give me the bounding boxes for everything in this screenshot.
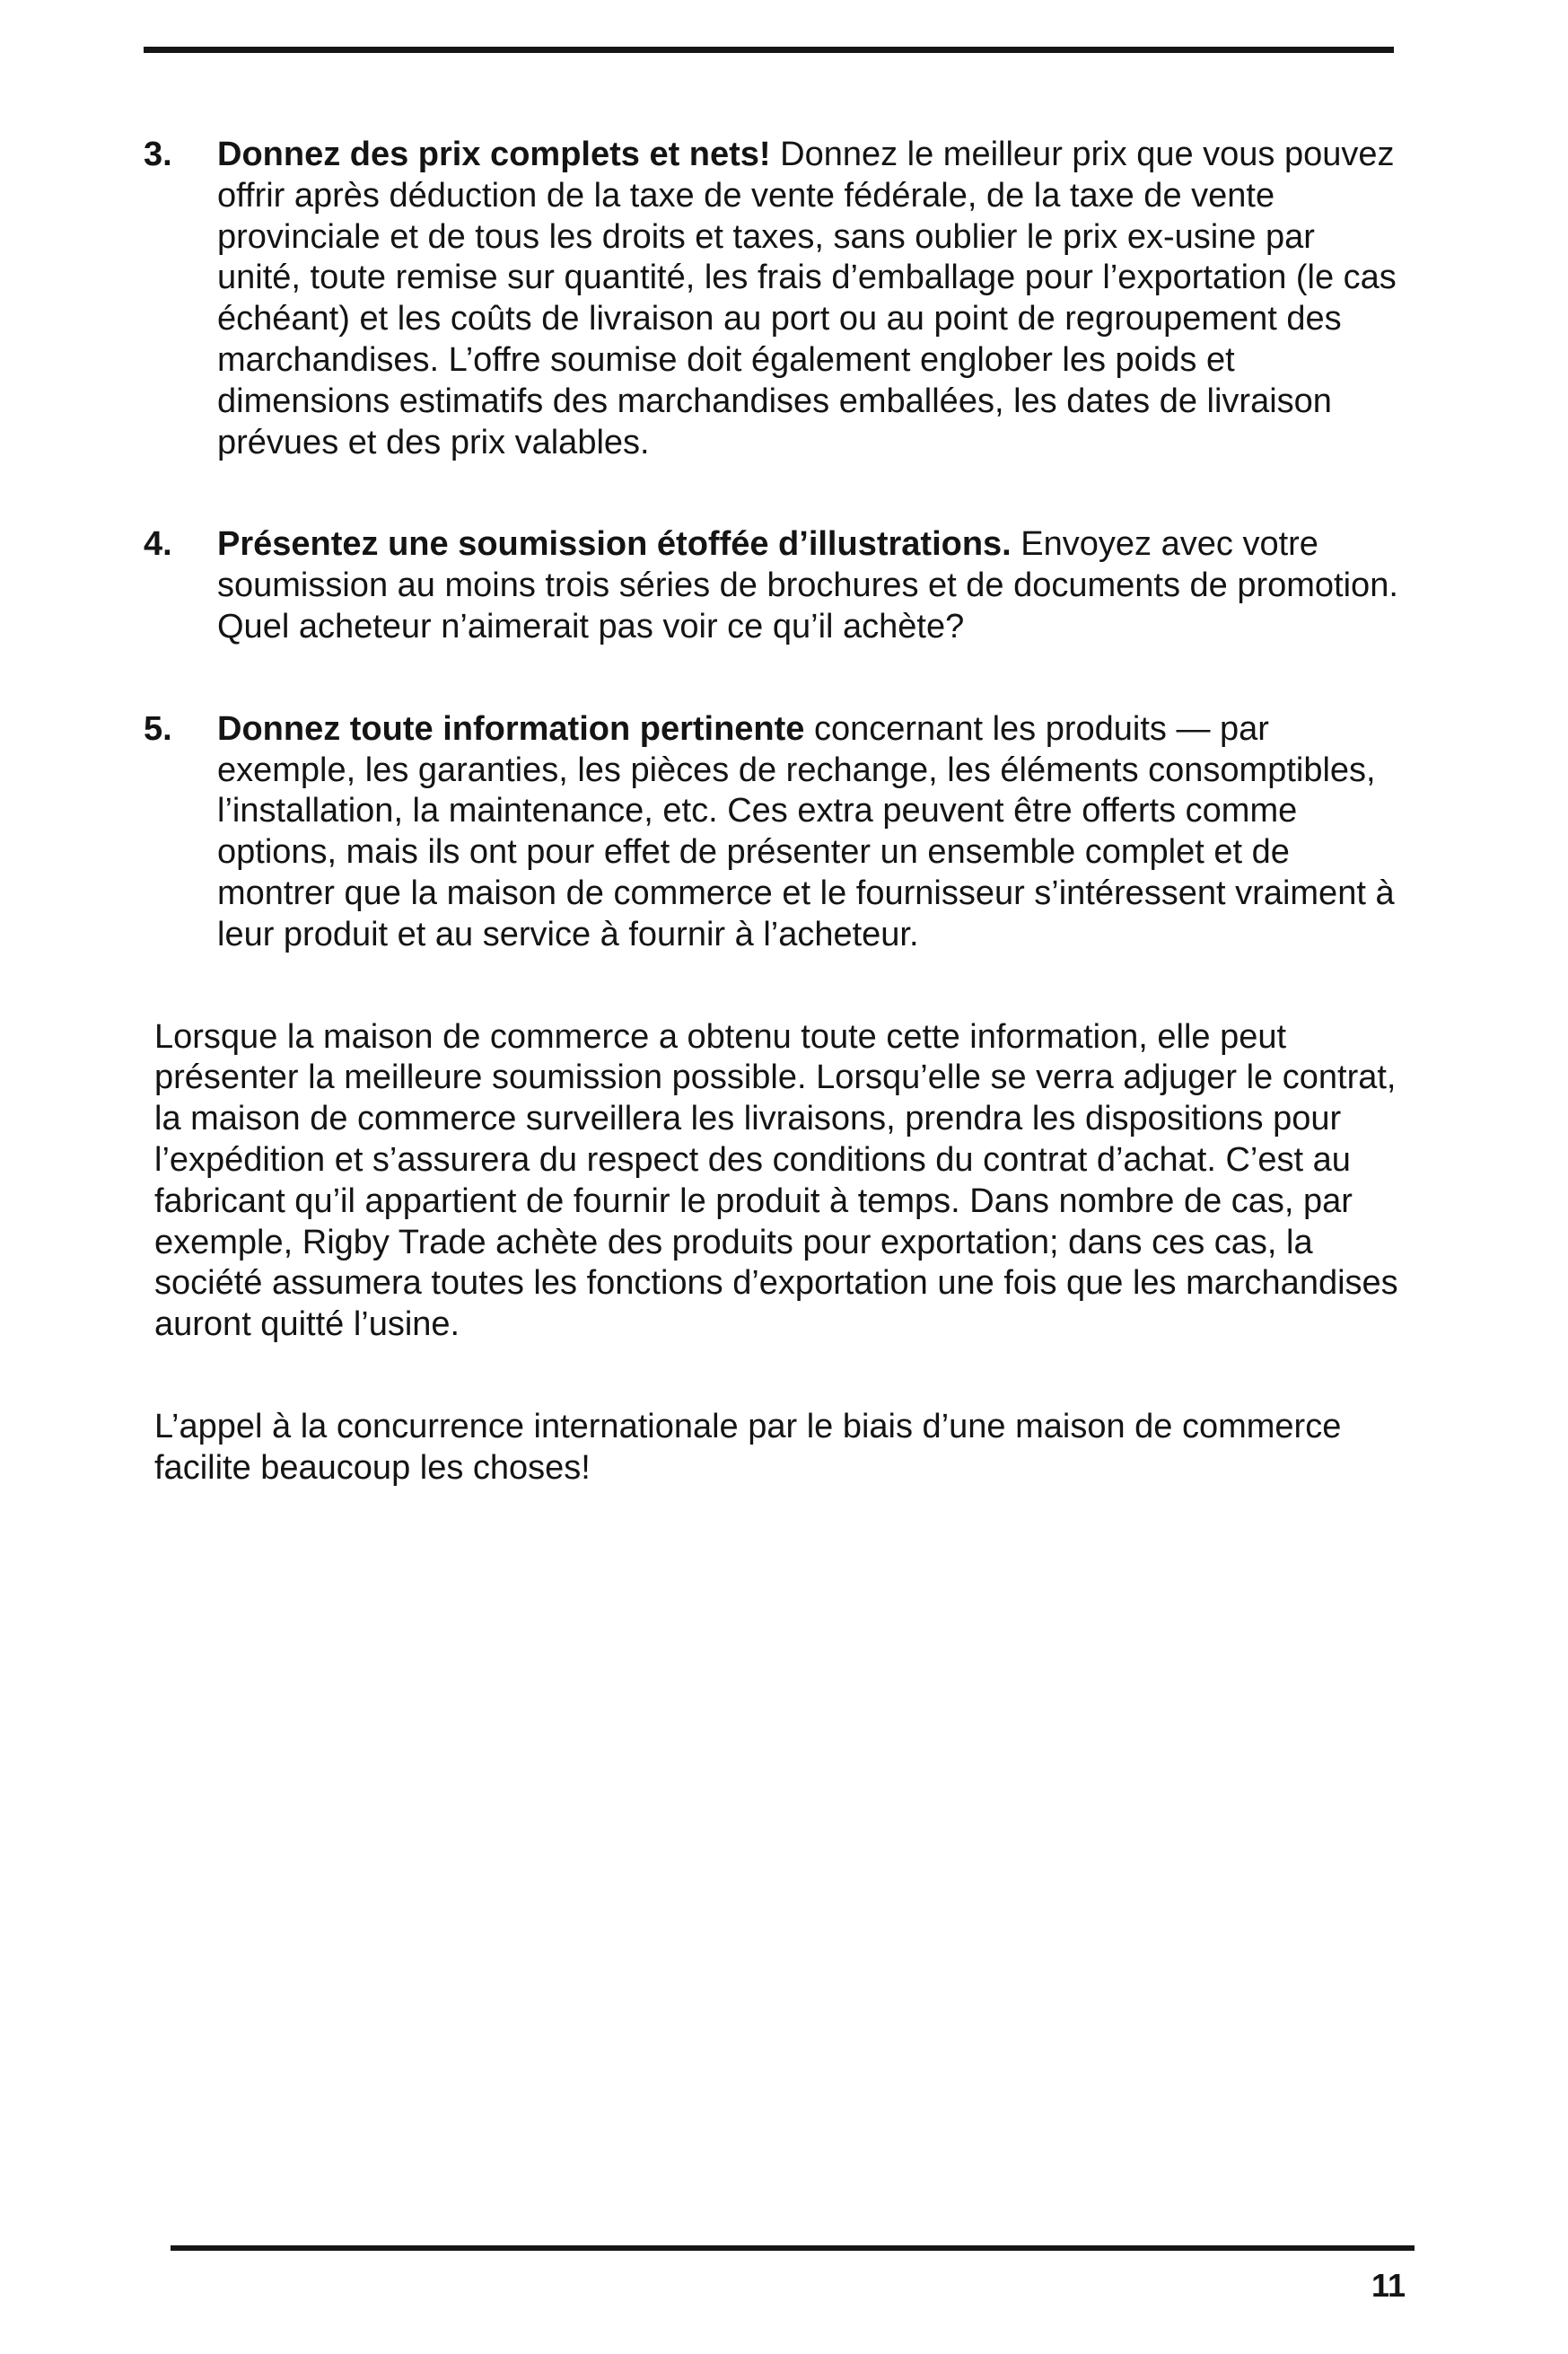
item-text: concernant les produits — par exemple, les garanties, les pièces de rechange, les éléments consomptibles, l’installation, la maintenance, etc. Ces extra peuvent être offerts comme options, mais ils ont pour effet de présenter un ensemble complet et de montrer que la maison de commerce et le fournisseur s’intéressent vraiment à leur produit et au service à fournir à l’acheteur.: [217, 709, 1395, 953]
page-number: 11: [1371, 2267, 1406, 2304]
item-text: Envoyez avec votre soumission au moins trois séries de brochures et de documents de promotion. Quel acheteur n’aimerait pas voir ce qu’il achète?: [217, 525, 1398, 646]
item-lead: Donnez toute information pertinente: [217, 709, 805, 748]
item-lead: Donnez des prix complets et nets!: [217, 136, 771, 173]
list-item-5: [144, 709, 1400, 956]
body-paragraph: [144, 1017, 1400, 1346]
paragraph-text: Lorsque la maison de commerce a obtenu toute cette information, elle peut présenter la meilleure soumission possible. Lorsqu’elle se verra adjuger le contrat, la maison de commerce surveillera les livraisons, prendra les dispositions pour l’expédition et s’assurera du respect des conditions du contrat d’achat. C’est au fabricant qu’il appartient de fournir le produit à temps. Dans nombre de cas, par exemple, Rigby Trade achète des produits pour exportation; dans ces cas, la société assumera toutes les fonctions d’exportation une fois que les marchandises auront quitté l’usine.: [154, 1017, 1398, 1344]
list-item-4: [144, 524, 1400, 647]
closing-paragraph: [144, 1407, 1400, 1489]
top-rule: [144, 47, 1394, 53]
item-number: 3.: [144, 136, 172, 173]
bottom-rule: [171, 2245, 1415, 2251]
paragraph-text: L’appel à la concurrence internationale par le biais d’une maison de commerce facilite beaucoup les choses!: [154, 1407, 1342, 1487]
item-lead: Présentez une soumission étoffée d’illustrations.: [217, 525, 1012, 564]
item-text: Donnez le meilleur prix que vous pouvez offrir après déduction de la taxe de vente fédérale, de la taxe de vente provinciale et de tous les droits et taxes, sans oublier le prix ex-usine par unité, toute remise sur quantité, les frais d’emballage pour l’exportation (le cas échéant) et les coûts de livraison au port ou au point de regroupement des marchandises. L’offre soumise doit également englober les poids et dimensions estimatifs des marchandises emballées, les dates de livraison prévues et des prix valables.: [217, 136, 1397, 461]
page-content: [144, 135, 1400, 1550]
item-number: 4.: [144, 525, 172, 564]
item-number: 5.: [144, 709, 172, 748]
list-item-3: [144, 135, 1400, 463]
